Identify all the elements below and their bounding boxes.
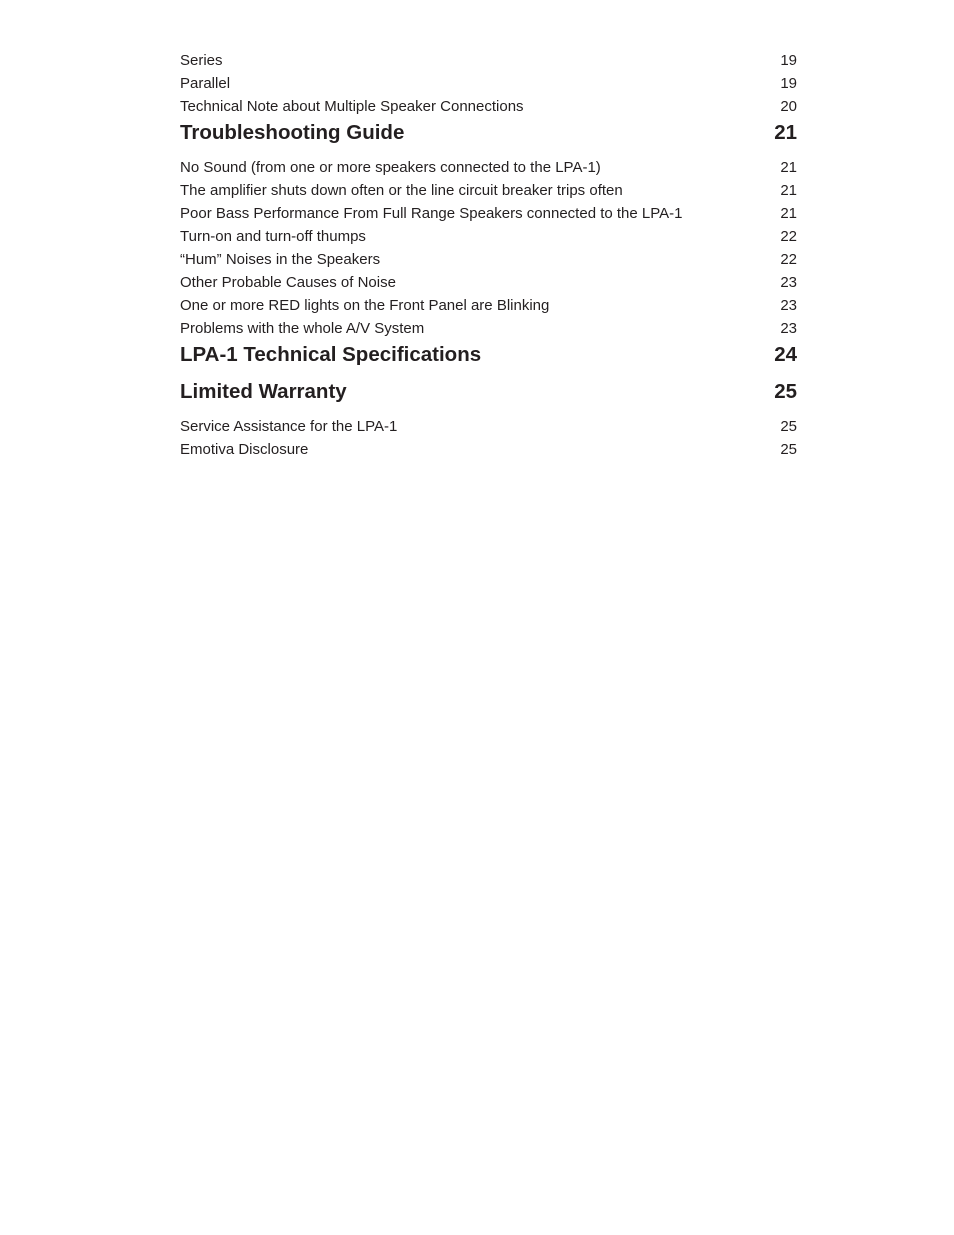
toc-section-title: LPA-1 Technical Specifications bbox=[180, 343, 482, 366]
toc-entry-page: 19 bbox=[780, 52, 797, 69]
toc-section-title: Limited Warranty bbox=[180, 380, 347, 403]
toc-entry-page: 25 bbox=[780, 441, 797, 458]
toc-entry-title: Other Probable Causes of Noise bbox=[180, 274, 396, 291]
toc-section-page: 21 bbox=[774, 121, 797, 144]
toc-entry-page: 23 bbox=[780, 274, 797, 291]
toc-entry-hum-noises[interactable] bbox=[180, 248, 797, 271]
toc-entry-other-noise[interactable] bbox=[180, 271, 797, 294]
toc-entry-title: Technical Note about Multiple Speaker Connections bbox=[180, 98, 524, 115]
toc-entry-title: No Sound (from one or more speakers connected to the LPA-1) bbox=[180, 159, 601, 176]
toc-entry-page: 23 bbox=[780, 297, 797, 314]
toc-entry-title: Poor Bass Performance From Full Range Speakers connected to the LPA-1 bbox=[180, 205, 683, 222]
toc-entry-page: 21 bbox=[780, 205, 797, 222]
toc-entry-technical-note[interactable] bbox=[180, 95, 797, 118]
toc-entry-page: 22 bbox=[780, 251, 797, 268]
toc-entry-title: Problems with the whole A/V System bbox=[180, 320, 425, 337]
toc-entry-amplifier-shuts-down[interactable] bbox=[180, 179, 797, 202]
toc-entry-page: 21 bbox=[780, 159, 797, 176]
toc-entry-series[interactable] bbox=[180, 49, 797, 72]
toc-section-page: 25 bbox=[774, 380, 797, 403]
toc-entry-parallel[interactable] bbox=[180, 72, 797, 95]
toc-entry-poor-bass[interactable] bbox=[180, 202, 797, 225]
toc-section-troubleshooting[interactable] bbox=[180, 119, 797, 147]
toc-entry-red-lights[interactable] bbox=[180, 294, 797, 317]
toc-entry-title: Parallel bbox=[180, 75, 231, 92]
toc-entry-title: Turn-on and turn-off thumps bbox=[180, 228, 366, 245]
toc-section-page: 24 bbox=[774, 343, 797, 366]
toc-entry-page: 23 bbox=[780, 320, 797, 337]
table-of-contents bbox=[180, 49, 797, 461]
toc-entry-title: Series bbox=[180, 52, 223, 69]
toc-section-specifications[interactable] bbox=[180, 341, 797, 369]
toc-entry-page: 19 bbox=[780, 75, 797, 92]
toc-entry-thumps[interactable] bbox=[180, 225, 797, 248]
toc-entry-av-system[interactable] bbox=[180, 317, 797, 340]
toc-entry-title: One or more RED lights on the Front Panel are Blinking bbox=[180, 297, 550, 314]
toc-entry-emotiva-disclosure[interactable] bbox=[180, 438, 797, 461]
toc-section-warranty[interactable] bbox=[180, 378, 797, 406]
toc-entry-no-sound[interactable] bbox=[180, 156, 797, 179]
toc-entry-title: Service Assistance for the LPA-1 bbox=[180, 418, 398, 435]
toc-entry-page: 22 bbox=[780, 228, 797, 245]
toc-entry-title: “Hum” Noises in the Speakers bbox=[180, 251, 381, 268]
toc-entry-title: The amplifier shuts down often or the line circuit breaker trips often bbox=[180, 182, 623, 199]
toc-entry-title: Emotiva Disclosure bbox=[180, 441, 309, 458]
toc-entry-page: 25 bbox=[780, 418, 797, 435]
toc-entry-page: 20 bbox=[780, 98, 797, 115]
toc-entry-service-assistance[interactable] bbox=[180, 415, 797, 438]
toc-section-title: Troubleshooting Guide bbox=[180, 121, 405, 144]
toc-entry-page: 21 bbox=[780, 182, 797, 199]
